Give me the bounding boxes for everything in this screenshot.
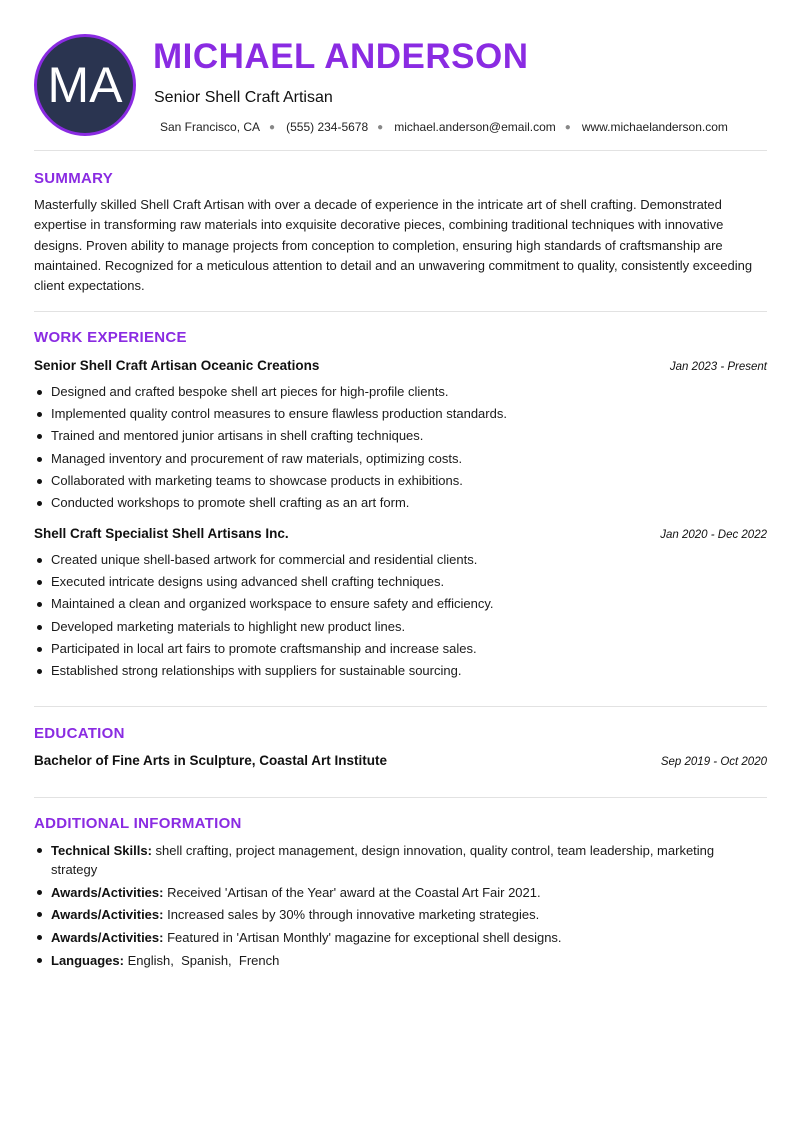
info-text: Increased sales by 30% through innovative marketing strategies. [167, 907, 540, 922]
job-dates: Jan 2020 - Dec 2022 [660, 529, 767, 541]
info-text: shell crafting, project management, design innovation, quality control, team leadership, marketing strategy [51, 843, 715, 877]
contact-row [160, 120, 728, 134]
info-label: Awards/Activities: [51, 884, 164, 900]
info-text: Received 'Artisan of the Year' award at the Coastal Art Fair 2021. [167, 884, 541, 900]
contact-email[interactable]: michael.anderson@email.com [394, 120, 556, 134]
list-item: Executed intricate designs using advanced shell crafting techniques. [34, 571, 767, 593]
avatar [34, 34, 136, 136]
list-item [34, 841, 744, 879]
contact-location: San Francisco, CA [160, 120, 261, 134]
separator-dot: ● [564, 121, 571, 133]
list-item: Collaborated with marketing teams to showcase products in exhibitions. [34, 470, 767, 492]
list-item: Implemented quality control measures to ensure flawless production standards. [34, 403, 767, 425]
info-text: Featured in 'Artisan Monthly' magazine for exceptional shell designs. [167, 929, 562, 945]
additional-info-heading: ADDITIONAL INFORMATION [34, 815, 242, 832]
separator-dot: ● [269, 121, 276, 133]
list-item: Conducted workshops to promote shell crafting as an art form. [34, 492, 767, 514]
list-item [34, 883, 744, 902]
additional-info-list [34, 841, 744, 973]
list-item: Developed marketing materials to highlight new product lines. [34, 616, 767, 638]
list-item [34, 905, 744, 924]
job-dates: Jan 2023 - Present [669, 361, 767, 373]
job-bullets [34, 381, 767, 514]
job-header [34, 526, 767, 541]
list-item: Managed inventory and procurement of raw materials, optimizing costs. [34, 448, 767, 470]
job-role: Shell Craft Specialist Shell Artisans Inc. [34, 526, 289, 541]
list-item [34, 951, 744, 970]
separator-dot: ● [377, 121, 384, 133]
list-item: Designed and crafted bespoke shell art pieces for high-profile clients. [34, 381, 767, 403]
job-header [34, 358, 767, 373]
candidate-name: MICHAEL ANDERSON [153, 37, 529, 76]
education-heading: EDUCATION [34, 725, 125, 742]
info-text: English, Spanish, French [127, 952, 280, 968]
summary-text: Masterfully skilled Shell Craft Artisan with over a decade of experience in the intricate art of shell crafting. Demonstrated expertise in transforming raw materials into exquisite decorative pieces, combining traditional techniques with innovative designs. Proven ability to manage projects from conception to completion, ensuring high standards of craftsmanship are maintained. Recognized for a meticulous attention to detail and an unwavering commitment to quality, consistently exceeding client expectations. [34, 197, 753, 294]
job-role: Senior Shell Craft Artisan Oceanic Creations [34, 358, 320, 373]
education-dates: Sep 2019 - Oct 2020 [660, 756, 767, 768]
info-label: Awards/Activities: [51, 907, 164, 922]
list-item: Created unique shell-based artwork for commercial and residential clients. [34, 549, 767, 571]
info-label: Languages: [51, 952, 124, 968]
list-item: Maintained a clean and organized workspace to ensure safety and efficiency. [34, 593, 767, 615]
list-item: Established strong relationships with suppliers for sustainable sourcing. [34, 660, 767, 682]
contact-website[interactable]: www.michaelanderson.com [581, 120, 728, 134]
info-label: Technical Skills: [51, 843, 152, 858]
info-label: Awards/Activities: [51, 929, 164, 945]
divider [34, 797, 767, 798]
education-entry [34, 753, 767, 768]
work-experience-heading: WORK EXPERIENCE [34, 329, 187, 346]
list-item: Trained and mentored junior artisans in shell crafting techniques. [34, 425, 767, 447]
job-bullets [34, 549, 767, 682]
divider [34, 706, 767, 707]
summary-heading: SUMMARY [34, 170, 114, 187]
contact-phone: (555) 234-5678 [286, 120, 369, 134]
avatar-initials: MA [47, 57, 123, 113]
divider [34, 311, 767, 312]
degree: Bachelor of Fine Arts in Sculpture, Coastal Art Institute [34, 753, 388, 768]
list-item: Participated in local art fairs to promote craftsmanship and increase sales. [34, 638, 767, 660]
list-item [34, 928, 744, 947]
candidate-title: Senior Shell Craft Artisan [154, 89, 333, 106]
divider [34, 150, 767, 151]
